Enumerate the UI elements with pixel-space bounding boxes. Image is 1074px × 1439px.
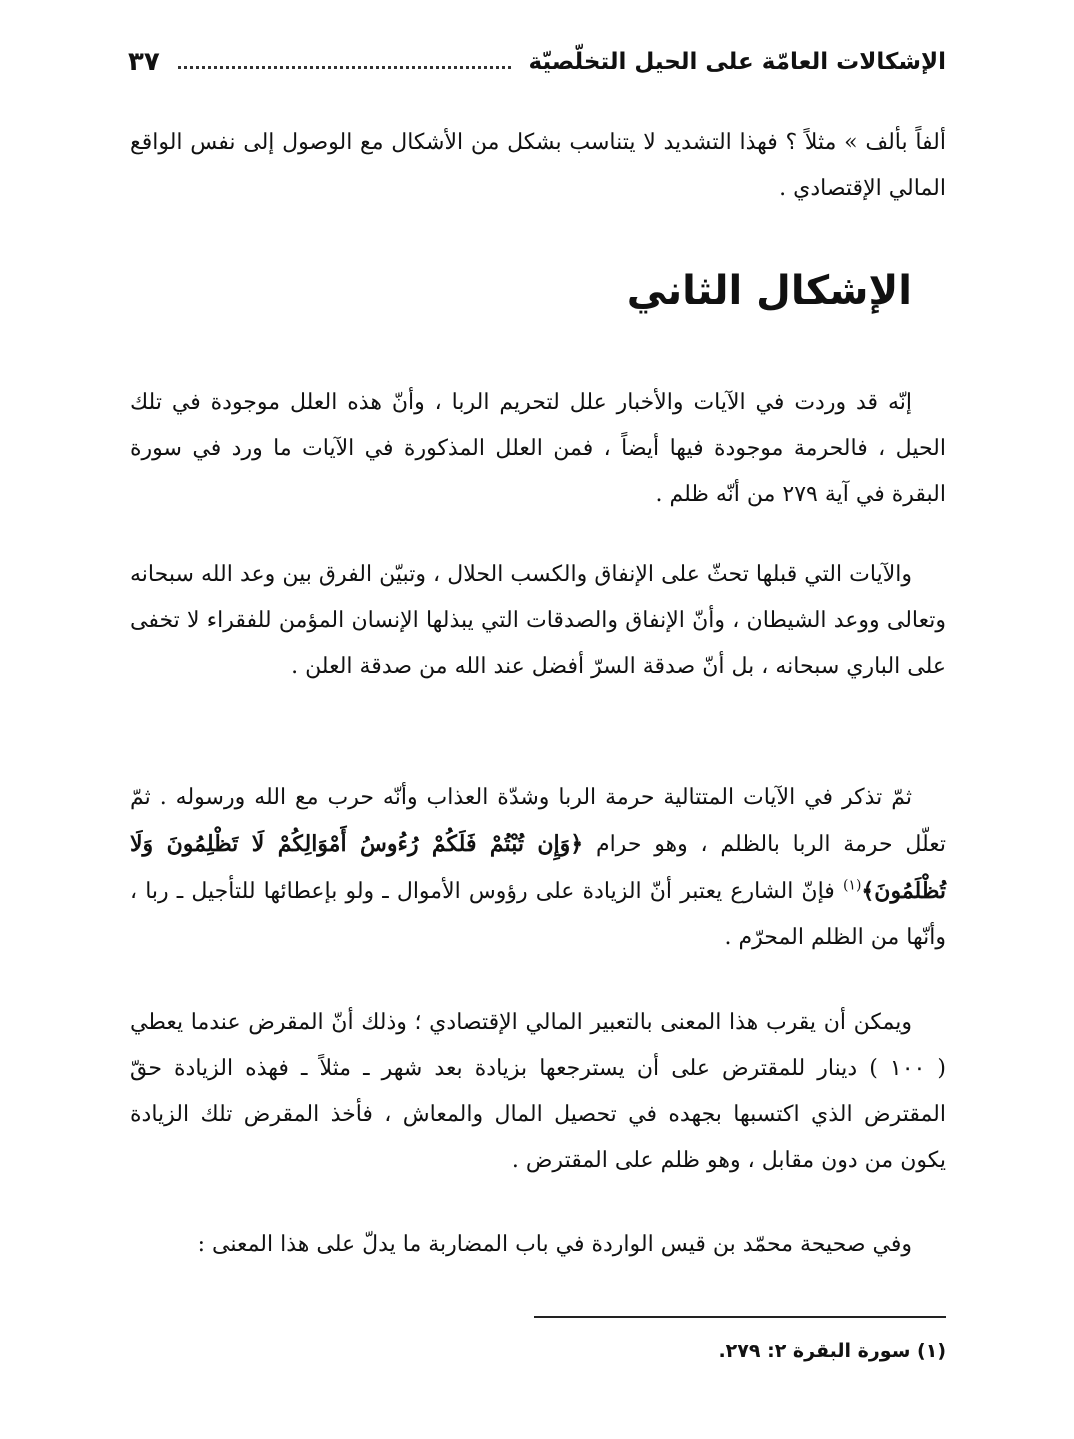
footnote-separator xyxy=(534,1316,946,1318)
page-number: ٣٧ xyxy=(128,47,160,77)
paragraph-3 xyxy=(130,775,946,961)
quran-bracket-open: ﴿ xyxy=(570,831,584,857)
footnote-reference: (١) xyxy=(842,877,862,894)
paragraph-3-continuation: فإنّ الشارع يعتبر أنّ الزيادة على رؤوس الأموال ـ ولو بإعطائها للتأجيل ـ ربا ، وأنّها من الظلم المحرّم . xyxy=(130,879,946,950)
quran-bracket-close: ﴾ xyxy=(861,878,875,904)
continuation-paragraph: ألفاً بألف » مثلاً ؟ فهذا التشديد لا يتناسب بشكل من الأشكال مع الوصول إلى نفس الواقع المالي الإقتصادي . xyxy=(130,130,946,201)
quran-verse: وَإِن تُبْتُمْ فَلَكُمْ رُءُوسُ أَمْوَالِكُمْ لَا تَظْلِمُونَ وَلَا تُظْلَمُونَ xyxy=(130,831,946,904)
section-heading: الإشكال الثاني xyxy=(626,268,912,314)
dot-leader xyxy=(178,66,511,69)
footnote: (١) سورة البقرة ٢: ٢٧٩. xyxy=(718,1340,946,1362)
running-header xyxy=(128,38,946,86)
paragraph-4: ويمكن أن يقرب هذا المعنى بالتعبير المالي الإقتصادي ؛ وذلك أنّ المقرض عندما يعطي ( ١٠٠ ) دينار للمقترض على أن يسترجعها بزيادة بعد شهر ـ مثلاً ـ فهذه الزيادة حقّ المقترض الذي اكتسبها بجهده في تحصيل المال والمعاش ، فأخذ المقرض تلك الزيادة يكون من دون مقابل ، وهو ظلم على المقترض . xyxy=(130,1010,946,1173)
running-title: الإشكالات العامّة على الحيل التخلّصيّة xyxy=(528,49,946,75)
paragraph-3-intro: ثمّ تذكر في الآيات المتتالية حرمة الربا وشدّة العذاب وأنّه حرب مع الله ورسوله . ثمّ تعلّل حرمة الربا بالظلم ، وهو حرام xyxy=(130,785,946,857)
paragraph-1: إنّه قد وردت في الآيات والأخبار علل لتحريم الربا ، وأنّ هذه العلل موجودة في تلك الحيل ، فالحرمة موجودة فيها أيضاً ، فمن العلل المذكورة في الآيات ما ورد في سورة البقرة في آية ٢٧٩ من أنّه ظلم . xyxy=(130,390,946,507)
paragraph-5: وفي صحيحة محمّد بن قيس الواردة في باب المضاربة ما يدلّ على هذا المعنى : xyxy=(197,1232,912,1257)
paragraph-2: والآيات التي قبلها تحثّ على الإنفاق والكسب الحلال ، وتبيّن الفرق بين وعد الله سبحانه وتعالى ووعد الشيطان ، وأنّ الإنفاق والصدقات التي يبذلها الإنسان المؤمن للفقراء لا تخفى على الباري سبحانه ، بل أنّ صدقة السرّ أفضل عند الله من صدقة العلن . xyxy=(130,562,946,679)
